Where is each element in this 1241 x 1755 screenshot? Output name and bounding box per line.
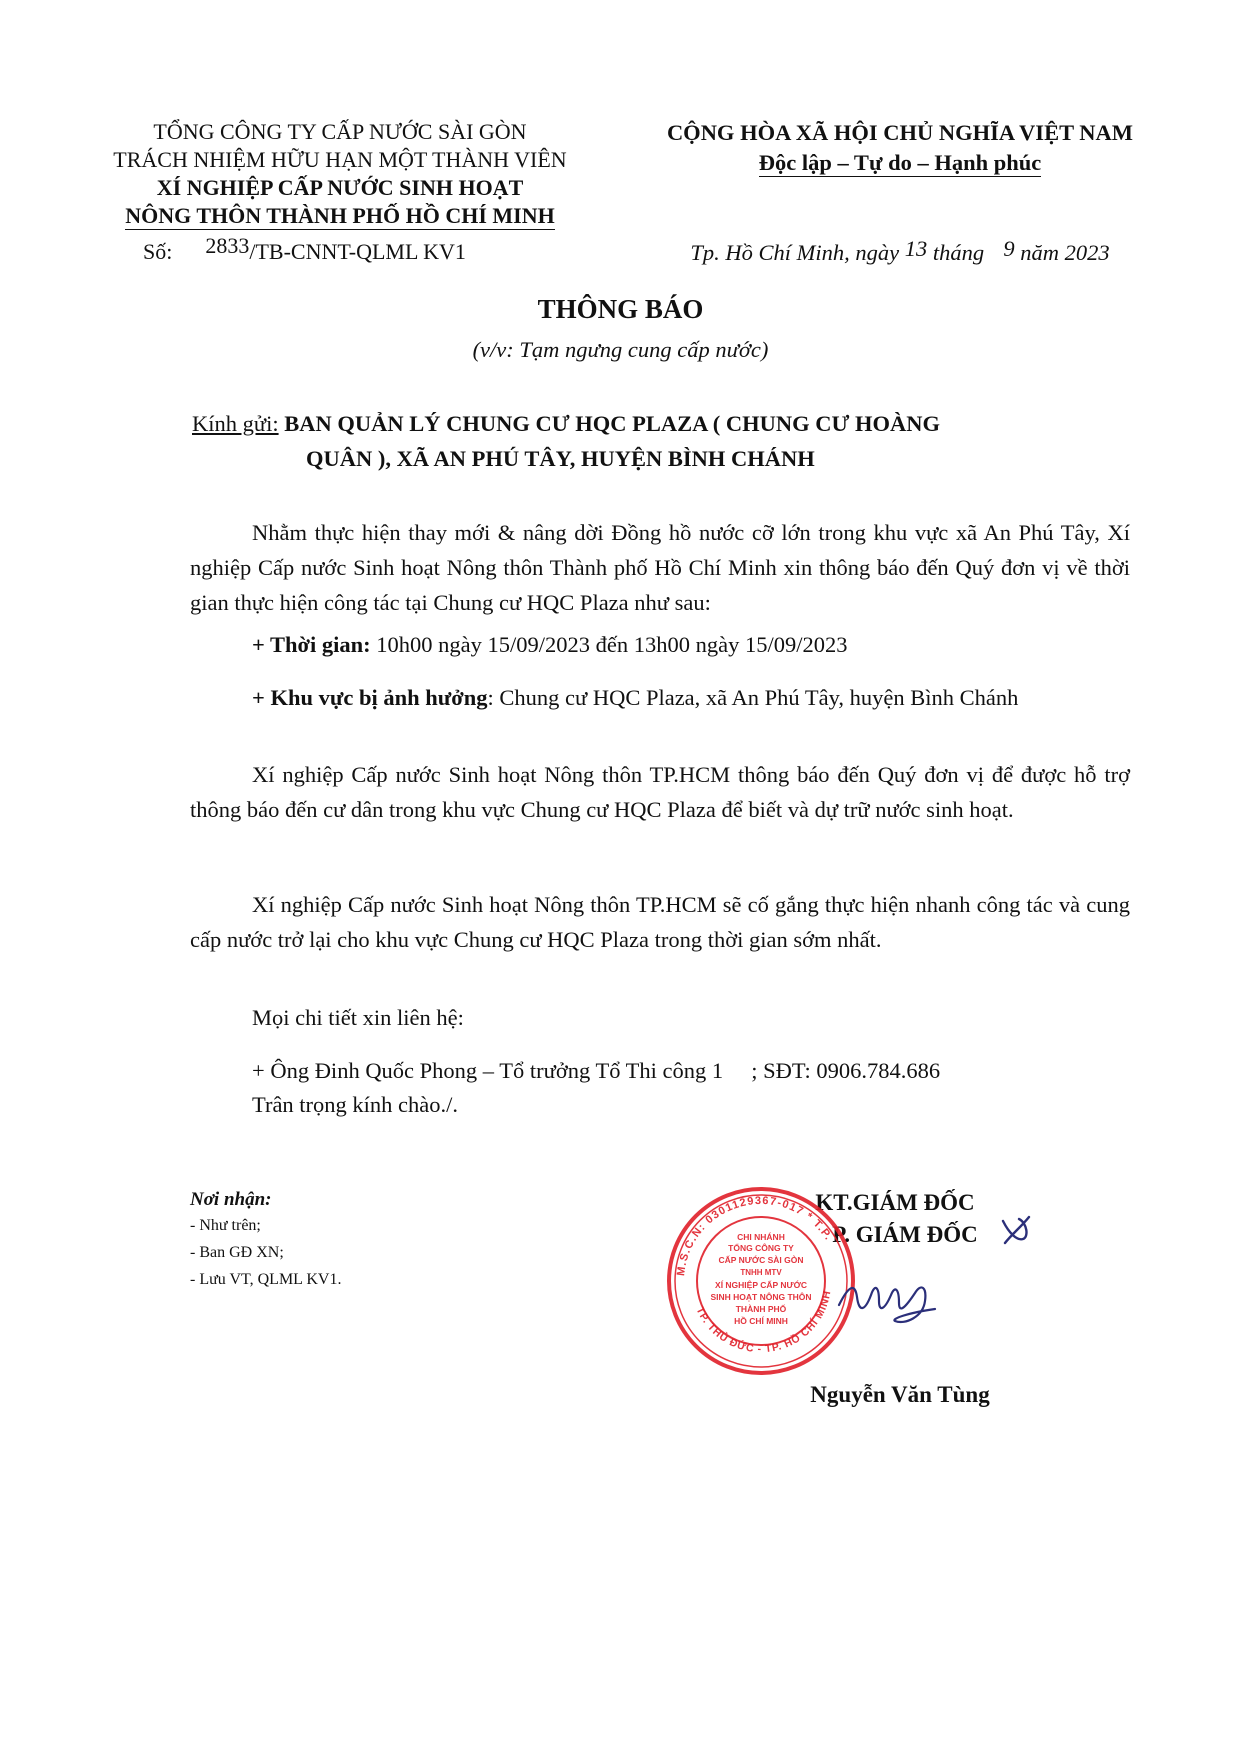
date-year: năm 2023 <box>1020 240 1110 265</box>
receivers-block <box>190 1188 341 1293</box>
body-paragraph-2: Xí nghiệp Cấp nước Sinh hoạt Nông thôn TP.HCM thông báo đến Quý đơn vị để được hỗ trợ thông báo đến cư dân trong khu vực Chung cư HQC Plaza để biết và dự trữ nước sinh hoạt. <box>190 762 1130 822</box>
body-paragraph-1: Nhằm thực hiện thay mới & nâng dời Đồng hồ nước cỡ lớn trong khu vực xã An Phú Tây, Xí nghiệp Cấp nước Sinh hoạt Nông thôn Thành phố Hồ Chí Minh xin thông báo đến Quý đơn vị về thời gian thực hiện công tác tại Chung cư HQC Plaza như sau: <box>190 520 1130 615</box>
document-number <box>143 233 466 266</box>
recipient-line-1 <box>192 406 1122 441</box>
svg-text:TỔNG CÔNG TY: TỔNG CÔNG TY <box>728 1243 794 1253</box>
recipient-name-1: BAN QUẢN LÝ CHUNG CƯ HQC PLAZA ( CHUNG CƯ HOÀNG <box>284 411 941 436</box>
svg-text:THÀNH PHỐ: THÀNH PHỐ <box>735 1304 787 1314</box>
document-number-value: 2833 <box>205 233 250 258</box>
issuer-line-4-text: NÔNG THÔN THÀNH PHỐ HỒ CHÍ MINH <box>125 203 555 228</box>
svg-text:M.S.C.N: 0301129367-017 * T.P.: M.S.C.N: 0301129367-017 * T.P. <box>675 1194 835 1277</box>
date-prefix: Tp. Hồ Chí Minh, ngày <box>690 240 900 265</box>
date-month: 9 <box>1003 236 1015 261</box>
area-value: : Chung cư HQC Plaza, xã An Phú Tây, huyện Bình Chánh <box>487 685 1019 710</box>
svg-text:CHI NHÁNH: CHI NHÁNH <box>737 1232 785 1242</box>
issue-date <box>620 238 1180 268</box>
receiver-item: - Lưu VT, QLML KV1. <box>190 1271 342 1288</box>
recipient-name-2: QUÂN ), XÃ AN PHÚ TÂY, HUYỆN BÌNH CHÁNH <box>306 446 815 471</box>
date-month-label: tháng <box>932 240 985 265</box>
contact-intro: Mọi chi tiết xin liên hệ: <box>252 1005 464 1030</box>
national-motto: Độc lập – Tự do – Hạnh phúc <box>758 150 1042 175</box>
document-title: THÔNG BÁO <box>537 294 704 324</box>
document-number-suffix: /TB-CNNT-QLML KV1 <box>249 239 466 264</box>
issuer-header <box>60 118 620 230</box>
document-subtitle: (v/v: Tạm ngưng cung cấp nước) <box>472 337 769 362</box>
receiver-item: - Như trên; <box>190 1217 261 1234</box>
area-line <box>190 680 1130 715</box>
initial-mark <box>999 1213 1033 1247</box>
svg-text:SINH HOẠT NÔNG THÔN: SINH HOẠT NÔNG THÔN <box>710 1292 812 1302</box>
closing-line: Trân trọng kính chào./. <box>252 1092 459 1117</box>
document-number-label: Số: <box>143 239 173 264</box>
national-header <box>620 118 1180 178</box>
receiver-item: - Ban GĐ XN; <box>190 1244 284 1261</box>
issuer-line-1: TỔNG CÔNG TY CẤP NƯỚC SÀI GÒN <box>153 119 527 144</box>
svg-text:TP. THỦ ĐỨC - TP. HỒ CHÍ MINH: TP. THỦ ĐỨC - TP. HỒ CHÍ MINH <box>693 1289 834 1356</box>
svg-text:CẤP NƯỚC SÀI GÒN: CẤP NƯỚC SÀI GÒN <box>718 1255 804 1265</box>
national-title: CỘNG HÒA XÃ HỘI CHỦ NGHĨA VIỆT NAM <box>666 120 1134 145</box>
signature-title-2: P. GIÁM ĐỐC <box>832 1222 978 1247</box>
time-line <box>190 627 1130 662</box>
issuer-line-4 <box>60 202 620 230</box>
national-motto-wrap <box>620 148 1180 178</box>
signature-title-1: KT.GIÁM ĐỐC <box>815 1190 975 1215</box>
company-seal-stamp <box>664 1184 858 1378</box>
issuer-line-2: TRÁCH NHIỆM HỮU HẠN MỘT THÀNH VIÊN <box>113 147 567 172</box>
time-label: + Thời gian: <box>252 632 371 657</box>
date-day: 13 <box>904 236 928 261</box>
recipient-block <box>192 406 1122 476</box>
body-paragraph-3: Xí nghiệp Cấp nước Sinh hoạt Nông thôn TP.HCM sẽ cố gắng thực hiện nhanh công tác và cung cấp nước trở lại cho khu vực Chung cư HQC Plaza trong thời gian sớm nhất. <box>190 892 1130 952</box>
time-value: 10h00 ngày 15/09/2023 đến 13h00 ngày 15/09/2023 <box>370 632 848 657</box>
issuer-line-3: XÍ NGHIỆP CẤP NƯỚC SINH HOẠT <box>156 175 524 200</box>
contact-line: + Ông Đinh Quốc Phong – Tổ trưởng Tổ Thi công 1 ; SĐT: 0906.784.686 <box>252 1058 941 1083</box>
svg-text:HỒ CHÍ MINH: HỒ CHÍ MINH <box>734 1316 788 1326</box>
svg-text:XÍ NGHIỆP CẤP NƯỚC: XÍ NGHIỆP CẤP NƯỚC <box>715 1280 807 1290</box>
signer-name: Nguyễn Văn Tùng <box>810 1382 990 1407</box>
receivers-title: Nơi nhận: <box>190 1189 272 1210</box>
svg-text:TNHH MTV: TNHH MTV <box>740 1268 782 1277</box>
recipient-label: Kính gửi: <box>192 411 279 436</box>
area-label: + Khu vực bị ảnh hưởng <box>252 685 488 710</box>
handwritten-signature <box>835 1265 945 1335</box>
